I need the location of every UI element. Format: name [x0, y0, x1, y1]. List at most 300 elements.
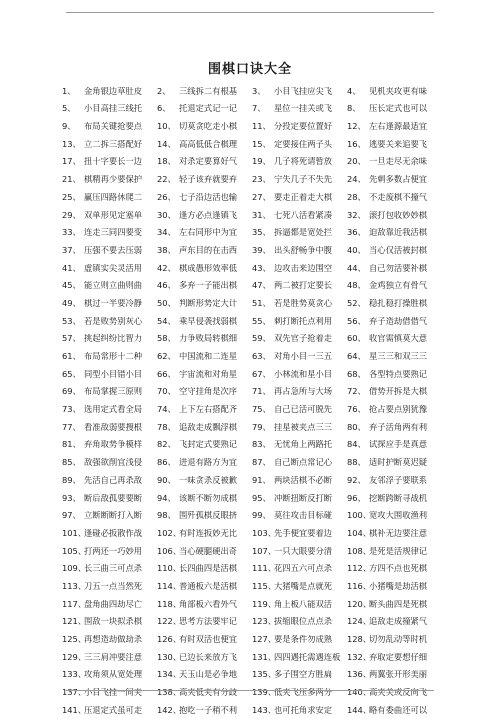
verse-item [347, 542, 442, 560]
verse-item [157, 560, 252, 578]
verse-text: 立二拆三搭配好 [84, 139, 143, 149]
verse-item [62, 259, 157, 277]
verse-number: 14、 [157, 138, 176, 149]
verse-item [252, 613, 347, 631]
verse-number: 55、 [252, 315, 271, 326]
verse-text: 方四不点也死棋 [369, 564, 428, 573]
verse-text: 有时双活也便宜 [179, 635, 238, 644]
verse-text: 再想造劫做劫杀 [84, 635, 143, 644]
verse-text: 友邻浮子要联系 [369, 475, 428, 485]
verse-item [252, 241, 347, 259]
verse-item [62, 100, 157, 118]
verse-number: 133、 [62, 669, 87, 680]
verse-number: 67、 [252, 368, 271, 379]
verse-item [157, 170, 252, 188]
verse-text: 宇宙流和对角星 [179, 369, 238, 378]
verse-number: 105、 [62, 545, 87, 556]
verse-item [252, 117, 347, 135]
verse-number: 116、 [347, 580, 372, 591]
verse-item [347, 489, 442, 507]
verse-number: 65、 [62, 368, 81, 379]
verse-item [157, 613, 252, 631]
verse-text: 长四曲四是活棋 [179, 564, 238, 573]
verse-number: 92、 [347, 474, 366, 485]
verse-item [62, 595, 157, 613]
verse-text: 弃子活角两有利 [369, 422, 428, 432]
verse-number: 43、 [252, 262, 271, 273]
verse-item [252, 365, 347, 383]
verse-number: 69、 [62, 386, 81, 397]
verse-item [347, 595, 442, 613]
verse-item [347, 170, 442, 188]
verse-item [347, 560, 442, 578]
verse-text: 打两还一巧妙用 [84, 546, 143, 555]
verse-item [347, 312, 442, 330]
verse-text: 自己断点常记心 [274, 458, 333, 467]
verse-item [347, 100, 442, 118]
verse-item [157, 489, 252, 507]
verse-item [157, 471, 252, 489]
verse-text: 有时连扳妙无比 [179, 528, 238, 538]
verse-item [347, 277, 442, 295]
verse-number: 89、 [62, 474, 81, 485]
verse-grid [62, 82, 442, 719]
verse-item [347, 117, 442, 135]
verse-text: 攻角须从宽处理 [84, 670, 143, 679]
verse-text: 高夹低夹有分歧 [179, 688, 238, 697]
verse-item [347, 241, 442, 259]
verse-text: 已边长来放方飞 [179, 652, 238, 661]
verse-item [252, 577, 347, 595]
verse-text: 刺打断托点利用 [274, 316, 333, 325]
verse-text: 布局常形十二种 [84, 352, 143, 361]
verse-item [252, 489, 347, 507]
verse-item [157, 418, 252, 436]
verse-text: 逃要关来追要飞 [369, 139, 428, 149]
document-title: 围棋口诀大全 [207, 62, 292, 77]
verse-number: 70、 [157, 386, 176, 397]
verse-text: 也可托角求安定 [274, 705, 333, 715]
verse-item [62, 400, 157, 418]
verse-item [252, 188, 347, 206]
verse-item [157, 595, 252, 613]
verse-text: 上下左右搭配齐 [179, 405, 238, 414]
verse-number: 32、 [347, 209, 366, 220]
verse-item [62, 383, 157, 401]
verse-text: 见机夹攻更有味 [369, 86, 428, 95]
verse-number: 46、 [157, 280, 176, 291]
verse-item [347, 613, 442, 631]
verse-number: 13、 [62, 138, 81, 149]
verse-number: 102、 [157, 527, 182, 538]
verse-item [252, 170, 347, 188]
verse-text: 连走三同四要变 [84, 228, 143, 237]
verse-number: 73、 [62, 404, 81, 415]
verse-item [252, 153, 347, 171]
verse-item [62, 347, 157, 365]
verse-text: 抱吃一子稍不利 [179, 705, 238, 715]
verse-text: 双先官子抢着走 [274, 334, 333, 343]
verse-number: 41、 [62, 262, 81, 273]
verse-item [157, 542, 252, 560]
verse-text: 几子将死请暂放 [274, 157, 333, 166]
verse-item [347, 365, 442, 383]
verse-item [157, 82, 252, 100]
verse-text: 金鸡独立有骨气 [369, 281, 428, 290]
verse-number: 42、 [157, 262, 176, 273]
verse-text: 多弃一子能出棋 [179, 281, 238, 290]
verse-number: 71、 [252, 386, 271, 397]
verse-number: 85、 [62, 457, 81, 468]
verse-number: 48、 [347, 280, 366, 291]
verse-text: 追敌走成飘浮棋 [179, 422, 238, 432]
verse-item [347, 666, 442, 684]
verse-text: 弃取定要想仔细 [369, 652, 428, 661]
verse-item [62, 524, 157, 542]
verse-item [347, 224, 442, 242]
verse-number: 24、 [347, 174, 366, 185]
verse-number: 136、 [347, 669, 372, 680]
verse-item [62, 170, 157, 188]
verse-number: 87、 [252, 457, 271, 468]
verse-text: 滚打包收妙妙棋 [369, 210, 428, 219]
verse-text: 两翼张开形美丽 [369, 670, 428, 679]
verse-number: 49、 [62, 297, 81, 308]
verse-text: 虚镇实尖灵活用 [84, 263, 143, 272]
verse-item [252, 648, 347, 666]
verse-item [157, 507, 252, 525]
verse-item [62, 507, 157, 525]
verse-item [252, 595, 347, 613]
verse-text: 略有委曲还可以 [369, 705, 428, 715]
verse-item [157, 630, 252, 648]
verse-text: 压强不要去压弱 [84, 245, 143, 255]
verse-item [347, 648, 442, 666]
verse-text: 星三三和双三三 [369, 352, 428, 361]
verse-text: 两块活棋不必断 [274, 475, 333, 485]
verse-text: 自己勿活要补棋 [369, 263, 428, 272]
verse-item [252, 507, 347, 525]
verse-item [62, 453, 157, 471]
verse-item [62, 613, 157, 631]
verse-number: 51、 [252, 297, 271, 308]
verse-number: 52、 [347, 297, 366, 308]
verse-text: 围敌一块拟杀棋 [84, 617, 143, 626]
verse-number: 27、 [252, 191, 271, 202]
verse-item [157, 117, 252, 135]
verse-text: 逢方必点逢镇飞 [179, 210, 238, 219]
verse-text: 压长定式也可以 [369, 104, 428, 113]
verse-number: 121、 [62, 616, 87, 627]
verse-number: 127、 [252, 634, 277, 644]
verse-number: 107、 [252, 545, 277, 556]
verse-text: 敌强欲削宜浅侵 [84, 458, 143, 467]
verse-number: 94、 [157, 492, 176, 503]
verse-item [252, 436, 347, 454]
verse-text: 先刺多数占便宜 [369, 175, 428, 184]
verse-text: 当心硬腿硬出奇 [179, 546, 238, 555]
verse-text: 逢碰必扳散作战 [84, 528, 143, 538]
verse-item [157, 277, 252, 295]
verse-text: 当心仅活被封棋 [369, 245, 428, 255]
verse-number: 129、 [62, 651, 87, 662]
verse-number: 125、 [62, 634, 87, 644]
verse-number: 119、 [252, 598, 277, 609]
verse-text: 小目飞挂一间夹 [84, 688, 143, 697]
verse-text: 棋成愚形效率低 [179, 263, 238, 272]
verse-text: 借势开拆是大棋 [369, 387, 428, 396]
verse-number: 20、 [347, 156, 366, 167]
verse-number: 80、 [347, 421, 366, 432]
verse-item [62, 418, 157, 436]
verse-number: 58、 [157, 333, 176, 344]
verse-item [347, 683, 442, 701]
verse-text: 小林流和星小目 [274, 369, 333, 378]
verse-text: 一只大眼要分清 [274, 546, 333, 555]
verse-text: 托退定式记一记 [179, 104, 238, 113]
verse-item [252, 224, 347, 242]
verse-number: 103、 [252, 527, 277, 538]
verse-item [252, 524, 347, 542]
bottom-divider [66, 690, 434, 691]
verse-number: 57、 [62, 333, 81, 344]
verse-text: 长三曲三可点杀 [84, 564, 143, 573]
verse-number: 115、 [252, 580, 277, 591]
verse-text: 出头舒畅争中腹 [274, 245, 333, 255]
verse-text: 棋精再少要保护 [84, 175, 143, 184]
verse-number: 144、 [347, 704, 372, 715]
verse-item [62, 666, 157, 684]
verse-number: 40、 [347, 244, 366, 255]
verse-text: 看准敌弱要搜根 [84, 422, 143, 432]
verse-text: 再占急所与大场 [274, 387, 333, 396]
verse-item [252, 312, 347, 330]
verse-text: 弃子造劫借借气 [369, 316, 428, 325]
verse-item [252, 347, 347, 365]
verse-number: 128、 [347, 634, 372, 644]
verse-text: 金角银边草肚皮 [84, 86, 143, 95]
verse-text: 该断不断勿成棋 [179, 493, 238, 502]
verse-number: 5、 [62, 103, 76, 114]
verse-item [62, 630, 157, 648]
verse-text: 三三肩冲要注意 [84, 652, 143, 661]
verse-number: 99、 [252, 510, 271, 521]
verse-text: 赢压四路休爬二 [84, 192, 143, 202]
verse-item [252, 542, 347, 560]
verse-number: 19、 [252, 156, 271, 167]
verse-item [157, 648, 252, 666]
verse-item [157, 436, 252, 454]
verse-text: 若是胜势莫贪心 [274, 298, 333, 308]
verse-text: 花四五六可点杀 [274, 564, 333, 573]
verse-number: 30、 [157, 209, 176, 220]
verse-item [252, 560, 347, 578]
verse-text: 选用定式看全局 [84, 405, 143, 414]
verse-text: 思考方法要牢记 [179, 617, 238, 626]
verse-number: 81、 [62, 439, 81, 450]
verse-number: 124、 [347, 616, 372, 627]
verse-item [252, 683, 347, 701]
verse-text: 高夹关或反向飞 [369, 688, 428, 697]
verse-text: 各型特点要熟记 [369, 369, 428, 378]
verse-item [252, 330, 347, 348]
verse-number: 96、 [347, 492, 366, 503]
verse-text: 要走正着走大棋 [274, 192, 333, 202]
verse-text: 定要接住两子头 [274, 139, 333, 149]
verse-number: 21、 [62, 174, 81, 185]
verse-text: 四四遇托需遇连板 [274, 652, 341, 661]
verse-text: 对角小目一三五 [274, 352, 333, 361]
verse-number: 100、 [347, 510, 372, 521]
verse-text: 压退定式虽可走 [84, 705, 143, 715]
verse-text: 收官需慎莫大意 [369, 334, 428, 343]
verse-text: 立断断断打入断 [84, 511, 143, 520]
verse-text: 七死八活看紧凑 [274, 210, 333, 219]
verse-number: 12、 [347, 121, 366, 132]
verse-number: 34、 [157, 227, 176, 238]
verse-item [157, 453, 252, 471]
verse-item [157, 524, 252, 542]
verse-number: 88、 [347, 457, 366, 468]
verse-item [347, 453, 442, 471]
verse-number: 135、 [252, 669, 277, 680]
verse-number: 120、 [347, 598, 372, 609]
verse-text: 进退有路方为宜 [179, 458, 238, 467]
verse-text: 棋过一半要冷静 [84, 298, 143, 308]
verse-item [252, 666, 347, 684]
verse-item [347, 135, 442, 153]
verse-number: 72、 [347, 386, 366, 397]
verse-item [252, 259, 347, 277]
verse-text: 断头曲四是死棋 [369, 599, 428, 608]
verse-number: 54、 [157, 315, 176, 326]
verse-item [347, 330, 442, 348]
verse-number: 131、 [252, 651, 277, 662]
verse-text: 先活自己再杀敌 [84, 475, 143, 485]
verse-number: 38、 [157, 244, 176, 255]
verse-number: 61、 [62, 351, 81, 361]
verse-number: 139、 [252, 687, 277, 698]
verse-number: 29、 [62, 209, 81, 220]
verse-item [347, 418, 442, 436]
verse-text: 飞封定式要熟记 [179, 440, 238, 449]
verse-item [252, 701, 347, 719]
verse-text: 稳扎稳打操胜棋 [369, 298, 428, 308]
verse-item [252, 135, 347, 153]
verse-item [252, 453, 347, 471]
verse-item [157, 666, 252, 684]
verse-number: 110、 [157, 563, 182, 574]
verse-text: 一味贪杀反被歉 [179, 475, 238, 485]
verse-text: 不走废棋不撞气 [369, 192, 428, 202]
top-divider [66, 12, 434, 13]
verse-text: 星位一挂关或飞 [274, 104, 333, 113]
verse-item [157, 383, 252, 401]
verse-number: 50、 [157, 297, 176, 308]
verse-number: 28、 [347, 191, 366, 202]
verse-text: 高高低低合棋理 [179, 139, 238, 149]
verse-text: 是死是活规律记 [369, 546, 428, 555]
verse-item [157, 330, 252, 348]
verse-item [347, 630, 442, 648]
verse-item [347, 524, 442, 542]
verse-text: 刀五一点当然死 [84, 581, 143, 591]
verse-text: 切勿乱动等时机 [369, 635, 428, 644]
verse-item [347, 294, 442, 312]
verse-text: 中国流和二连星 [179, 352, 238, 361]
verse-item [252, 100, 347, 118]
verse-text: 多子围空方胜扁 [274, 670, 333, 679]
verse-number: 78、 [157, 421, 176, 432]
verse-item [62, 471, 157, 489]
verse-item [62, 542, 157, 560]
verse-number: 59、 [252, 333, 271, 344]
verse-text: 扭十字要长一边 [84, 157, 143, 166]
verse-item [347, 347, 442, 365]
verse-item [347, 82, 442, 100]
verse-item [62, 648, 157, 666]
verse-number: 117、 [62, 598, 87, 609]
verse-text: 角上板八能双活 [274, 599, 333, 608]
verse-item [62, 294, 157, 312]
verse-number: 74、 [157, 404, 176, 415]
verse-item [62, 153, 157, 171]
verse-text: 角部板六看外气 [179, 599, 238, 608]
verse-number: 141、 [62, 704, 87, 715]
verse-number: 37、 [62, 244, 81, 255]
verse-number: 36、 [347, 227, 366, 238]
verse-text: 对杀定要算好气 [179, 157, 238, 166]
verse-item [347, 701, 442, 719]
verse-text: 大猪嘴是点就死 [274, 581, 333, 591]
verse-text: 布局关键抢要点 [84, 122, 143, 131]
verse-number: 16、 [347, 138, 366, 149]
verse-text: 轻子该弃就要弃 [179, 175, 238, 184]
verse-number: 142、 [157, 704, 182, 715]
verse-number: 138、 [157, 687, 182, 698]
verse-number: 106、 [157, 545, 182, 556]
verse-number: 53、 [62, 315, 81, 326]
verse-text: 左右同形中为宜 [179, 228, 238, 237]
verse-number: 33、 [62, 227, 81, 238]
verse-text: 要是条件勿成熟 [274, 635, 333, 644]
verse-text: 同型小目错小目 [84, 369, 143, 378]
verse-number: 137、 [62, 687, 87, 698]
verse-item [157, 400, 252, 418]
verse-item [62, 224, 157, 242]
verse-text: 两二被打定要长 [274, 281, 333, 290]
verse-item [157, 701, 252, 719]
verse-number: 113、 [62, 580, 87, 591]
verse-number: 15、 [252, 138, 271, 149]
verse-number: 2、 [157, 85, 171, 96]
verse-item [157, 206, 252, 224]
verse-item [347, 206, 442, 224]
verse-item [157, 100, 252, 118]
verse-number: 26、 [157, 191, 176, 202]
verse-text: 一旦走尽无余味 [369, 157, 428, 166]
verse-number: 140、 [347, 687, 372, 698]
verse-number: 60、 [347, 333, 366, 344]
verse-item [62, 188, 157, 206]
verse-number: 35、 [252, 227, 271, 238]
verse-number: 62、 [157, 351, 176, 361]
verse-item [157, 188, 252, 206]
verse-item [347, 507, 442, 525]
verse-number: 7、 [252, 103, 266, 114]
verse-text: 莫往攻击目标碰 [274, 511, 333, 520]
verse-item [62, 560, 157, 578]
